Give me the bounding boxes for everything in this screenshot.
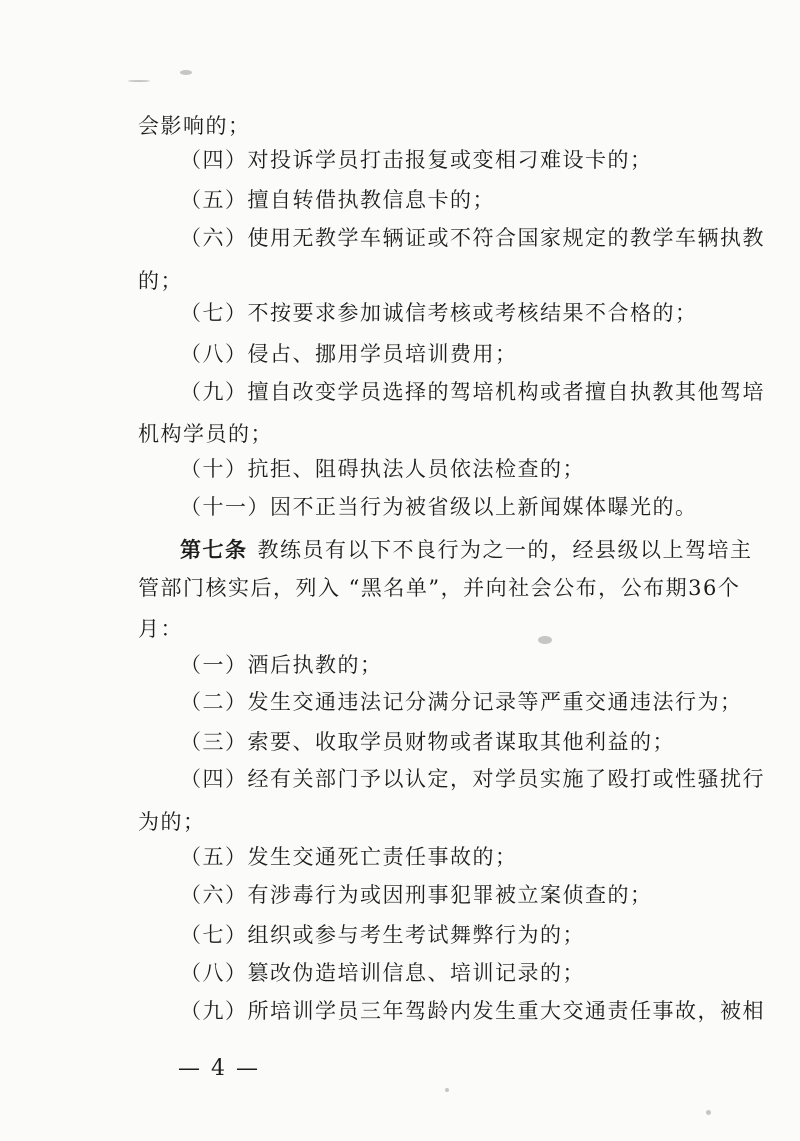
list-item: （八）侵占、挪用学员培训费用； xyxy=(180,342,518,366)
list-item: （七）组织或参与考生考试舞弊行为的； xyxy=(180,923,585,947)
text-line: 会影响的； xyxy=(138,114,251,138)
list-item: （九）所培训学员三年驾龄内发生重大交通责任事故，被相 xyxy=(180,999,765,1023)
text-line: 为的； xyxy=(138,810,206,834)
article-text: 教练员有以下不良行为之一的，经县级以上驾培主 xyxy=(257,538,753,562)
list-item: （五）擅自转借执教信息卡的； xyxy=(180,188,495,212)
article-7-paragraph xyxy=(180,537,753,563)
list-item: （九）擅自改变学员选择的驾培机构或者擅自执教其他驾培 xyxy=(180,380,765,404)
list-item: （三）索要、收取学员财物或者谋取其他利益的； xyxy=(180,730,675,754)
scan-speck xyxy=(180,70,192,75)
scan-speck xyxy=(538,636,552,644)
list-item: （六）有涉毒行为或因刑事犯罪被立案侦查的； xyxy=(180,883,653,907)
scan-speck xyxy=(445,1088,449,1092)
list-item: （五）发生交通死亡责任事故的； xyxy=(180,845,518,869)
list-item: （四）经有关部门予以认定，对学员实施了殴打或性骚扰行 xyxy=(180,767,765,791)
text-line: 机构学员的； xyxy=(138,422,273,446)
list-item: （四）对投诉学员打击报复或变相刁难设卡的； xyxy=(180,148,653,172)
scan-speck xyxy=(128,80,150,82)
list-item: （一）酒后执教的； xyxy=(180,653,383,677)
list-item: （八）篡改伪造培训信息、培训记录的； xyxy=(180,961,585,985)
list-item: （七）不按要求参加诚信考核或考核结果不合格的； xyxy=(180,301,698,325)
text-line: 月： xyxy=(138,617,183,641)
list-item: （十）抗拒、阻碍执法人员依法检查的； xyxy=(180,457,585,481)
scan-speck xyxy=(706,1110,711,1115)
text-line: 管部门核实后，列入 “黑名单”，并向社会公布，公布期36个 xyxy=(138,576,741,600)
list-item: （十一）因不正当行为被省级以上新闻媒体曝光的。 xyxy=(180,495,698,519)
list-item: （二）发生交通违法记分满分记录等严重交通违法行为； xyxy=(180,690,743,714)
list-item: （六）使用无教学车辆证或不符合国家规定的教学车辆执教 xyxy=(180,226,765,250)
page-number: — 4 — xyxy=(178,1056,260,1081)
text-line: 的； xyxy=(138,269,183,293)
article-heading: 第七条 xyxy=(180,537,248,562)
